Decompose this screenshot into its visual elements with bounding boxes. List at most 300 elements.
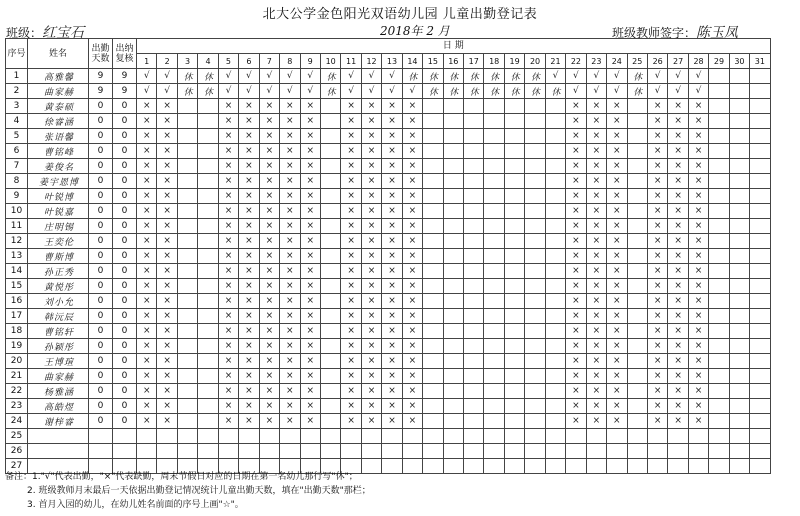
row-number: 6 [6, 144, 28, 159]
attendance-mark [443, 189, 463, 204]
attendance-mark: × [566, 354, 586, 369]
attendance-mark: × [647, 99, 667, 114]
attendance-mark: × [586, 354, 606, 369]
attendance-mark: × [566, 159, 586, 174]
attendance-mark: × [688, 309, 708, 324]
attendance-mark [198, 369, 218, 384]
attendance-mark [177, 249, 197, 264]
attendance-mark [545, 399, 565, 414]
attendance-mark [443, 279, 463, 294]
attendance-mark: × [280, 129, 300, 144]
attendance-mark [464, 234, 484, 249]
attendance-mark: × [647, 399, 667, 414]
attendance-mark [177, 189, 197, 204]
table-row [6, 324, 771, 339]
attendance-mark [750, 429, 770, 444]
attendance-mark: × [218, 294, 238, 309]
attendance-mark: × [239, 99, 259, 114]
attendance-mark [177, 384, 197, 399]
attendance-mark: × [300, 219, 320, 234]
row-number: 24 [6, 414, 28, 429]
attendance-mark: √ [382, 84, 402, 99]
attendance-mark: × [361, 144, 381, 159]
attendance-mark: × [259, 279, 279, 294]
attendance-mark: √ [218, 84, 238, 99]
attendance-mark [750, 414, 770, 429]
attendance-mark [647, 444, 667, 459]
attendance-mark: × [647, 204, 667, 219]
day-header: 11 [341, 54, 361, 69]
attendance-mark: × [137, 249, 157, 264]
attendance-mark: × [280, 204, 300, 219]
attendance-mark: × [157, 144, 177, 159]
attendance-mark [423, 99, 443, 114]
attendance-mark: × [280, 294, 300, 309]
row-number: 26 [6, 444, 28, 459]
attendance-mark [443, 309, 463, 324]
attendance-mark [361, 444, 381, 459]
attendance-mark: × [688, 144, 708, 159]
attendance-mark: × [137, 114, 157, 129]
attendance-mark: × [218, 129, 238, 144]
attendance-mark [464, 249, 484, 264]
child-name: 曲家赫 [28, 369, 89, 384]
attendance-mark: × [688, 114, 708, 129]
attendance-mark: × [361, 264, 381, 279]
attendance-mark: × [157, 159, 177, 174]
attendance-mark: × [668, 189, 688, 204]
attendance-mark [709, 159, 729, 174]
attendance-mark [402, 459, 422, 474]
review-cell: 0 [113, 309, 137, 324]
attendance-mark: × [566, 309, 586, 324]
attendance-mark: × [361, 249, 381, 264]
attendance-mark [443, 204, 463, 219]
table-row [6, 369, 771, 384]
attendance-mark [464, 189, 484, 204]
child-name: 杨雅涵 [28, 384, 89, 399]
attendance-mark: × [668, 144, 688, 159]
attendance-mark: × [341, 339, 361, 354]
attendance-mark [750, 99, 770, 114]
attendance-mark: × [586, 219, 606, 234]
row-number: 11 [6, 219, 28, 234]
attendance-mark: × [157, 309, 177, 324]
attendance-mark [484, 264, 504, 279]
attendance-mark: × [157, 354, 177, 369]
attendance-mark [545, 444, 565, 459]
attendance-mark [688, 444, 708, 459]
attendance-mark [709, 339, 729, 354]
attendance-mark [423, 129, 443, 144]
table-row [6, 129, 771, 144]
attendance-mark: √ [647, 84, 667, 99]
attendance-mark: × [259, 174, 279, 189]
attendance-mark [709, 399, 729, 414]
attendance-mark [464, 354, 484, 369]
attendance-mark: × [300, 414, 320, 429]
attendance-mark: × [382, 129, 402, 144]
attendance-mark: × [218, 99, 238, 114]
attendance-mark: × [668, 129, 688, 144]
attendance-mark: × [586, 339, 606, 354]
attendance-mark [484, 309, 504, 324]
row-number: 14 [6, 264, 28, 279]
attendance-mark: × [341, 144, 361, 159]
attendance-mark [566, 444, 586, 459]
attendance-mark: √ [280, 69, 300, 84]
attend-days-cell: 9 [89, 84, 113, 99]
attendance-mark: × [361, 219, 381, 234]
attendance-mark [525, 234, 545, 249]
attendance-mark: √ [137, 84, 157, 99]
attendance-mark [504, 339, 524, 354]
attendance-mark [504, 234, 524, 249]
attendance-mark [525, 279, 545, 294]
attendance-mark [484, 249, 504, 264]
day-header: 23 [586, 54, 606, 69]
attendance-mark: × [382, 204, 402, 219]
attendance-mark [177, 279, 197, 294]
attendance-mark: × [300, 159, 320, 174]
attendance-mark [750, 279, 770, 294]
attendance-mark: × [341, 99, 361, 114]
attendance-mark [627, 159, 647, 174]
attendance-mark [464, 369, 484, 384]
attendance-mark [320, 174, 340, 189]
attendance-mark: × [239, 159, 259, 174]
attendance-mark: × [239, 264, 259, 279]
attendance-mark: × [382, 99, 402, 114]
attendance-mark [729, 99, 749, 114]
child-name: 高皓煜 [28, 399, 89, 414]
attendance-mark [627, 459, 647, 474]
row-number: 20 [6, 354, 28, 369]
attendance-mark: × [239, 339, 259, 354]
attendance-mark [709, 189, 729, 204]
attendance-mark [525, 219, 545, 234]
attendance-mark [423, 264, 443, 279]
attendance-mark: √ [586, 84, 606, 99]
attendance-mark: √ [239, 69, 259, 84]
attend-days-cell: 0 [89, 309, 113, 324]
attendance-mark: × [239, 414, 259, 429]
attendance-mark: × [218, 324, 238, 339]
attendance-mark: × [382, 249, 402, 264]
attendance-mark [320, 204, 340, 219]
attendance-mark: × [607, 324, 627, 339]
attendance-mark: × [566, 114, 586, 129]
attendance-mark [443, 99, 463, 114]
attendance-mark [484, 189, 504, 204]
attendance-mark: × [157, 324, 177, 339]
row-number: 25 [6, 429, 28, 444]
attendance-mark [627, 189, 647, 204]
attendance-mark: × [300, 354, 320, 369]
attendance-mark: × [218, 189, 238, 204]
attendance-mark: × [259, 99, 279, 114]
attendance-mark: × [137, 294, 157, 309]
day-header: 18 [484, 54, 504, 69]
attendance-mark: × [382, 264, 402, 279]
attendance-mark [464, 279, 484, 294]
attend-days-cell: 0 [89, 354, 113, 369]
attendance-mark: × [218, 204, 238, 219]
attendance-mark: × [382, 384, 402, 399]
attendance-mark: × [688, 174, 708, 189]
attendance-mark [320, 339, 340, 354]
row-number: 15 [6, 279, 28, 294]
attendance-mark: × [239, 249, 259, 264]
attendance-mark [627, 339, 647, 354]
attendance-mark: × [280, 414, 300, 429]
attendance-mark: × [566, 249, 586, 264]
attendance-mark [484, 114, 504, 129]
table-row [6, 234, 771, 249]
attendance-mark [504, 129, 524, 144]
attendance-mark [750, 189, 770, 204]
attendance-mark: × [382, 309, 402, 324]
table-row [6, 294, 771, 309]
day-header: 10 [320, 54, 340, 69]
attendance-mark: × [157, 384, 177, 399]
attendance-mark: × [218, 399, 238, 414]
attendance-mark: × [341, 234, 361, 249]
attendance-mark [525, 159, 545, 174]
attendance-mark [464, 339, 484, 354]
attendance-mark [198, 264, 218, 279]
attendance-mark [177, 324, 197, 339]
attendance-mark: × [647, 159, 667, 174]
attendance-mark: × [586, 279, 606, 294]
attendance-mark: × [300, 324, 320, 339]
table-row [6, 204, 771, 219]
attendance-mark: 休 [525, 69, 545, 84]
attendance-mark: × [361, 414, 381, 429]
attendance-mark [647, 429, 667, 444]
attendance-mark: × [157, 369, 177, 384]
attendance-mark [729, 129, 749, 144]
attendance-mark: × [382, 294, 402, 309]
attendance-mark [545, 354, 565, 369]
attendance-mark [729, 249, 749, 264]
attendance-mark: × [668, 294, 688, 309]
attendance-mark [525, 309, 545, 324]
attendance-mark: × [668, 204, 688, 219]
attendance-mark [198, 114, 218, 129]
attendance-mark: × [688, 324, 708, 339]
attendance-mark: 休 [484, 69, 504, 84]
attendance-mark: √ [382, 69, 402, 84]
attend-days-cell: 0 [89, 129, 113, 144]
attendance-mark [423, 279, 443, 294]
review-cell: 0 [113, 369, 137, 384]
attendance-mark: 休 [627, 84, 647, 99]
attendance-mark: × [137, 309, 157, 324]
attendance-mark: × [280, 99, 300, 114]
attend-days-cell: 0 [89, 234, 113, 249]
day-header: 24 [607, 54, 627, 69]
attendance-mark [627, 384, 647, 399]
attendance-mark: √ [545, 69, 565, 84]
attendance-mark [443, 339, 463, 354]
attendance-mark: × [280, 279, 300, 294]
day-header: 20 [525, 54, 545, 69]
attendance-mark [504, 279, 524, 294]
attendance-mark: × [259, 144, 279, 159]
attendance-mark [484, 354, 504, 369]
attendance-mark: × [157, 399, 177, 414]
attendance-mark: × [566, 144, 586, 159]
attendance-mark [709, 429, 729, 444]
attendance-mark: × [688, 354, 708, 369]
day-header: 5 [218, 54, 238, 69]
attendance-mark: × [668, 384, 688, 399]
attendance-mark [729, 339, 749, 354]
attendance-mark: × [668, 324, 688, 339]
attendance-mark [198, 429, 218, 444]
attendance-mark: × [566, 414, 586, 429]
attendance-mark [750, 294, 770, 309]
attendance-mark: × [259, 369, 279, 384]
attendance-mark [423, 369, 443, 384]
attendance-mark: × [382, 159, 402, 174]
attendance-mark [750, 354, 770, 369]
attendance-mark [525, 369, 545, 384]
attendance-mark: × [341, 414, 361, 429]
attendance-mark [729, 429, 749, 444]
attendance-mark: √ [259, 69, 279, 84]
review-cell [113, 429, 137, 444]
attendance-mark [320, 249, 340, 264]
attendance-mark: × [607, 264, 627, 279]
table-row [6, 309, 771, 324]
row-number: 7 [6, 159, 28, 174]
attendance-mark: × [586, 159, 606, 174]
attendance-mark [504, 414, 524, 429]
child-name: 曲家赫 [28, 84, 89, 99]
attendance-mark [198, 324, 218, 339]
attendance-mark: × [566, 324, 586, 339]
table-row [6, 354, 771, 369]
attendance-mark: × [218, 174, 238, 189]
review-cell: 0 [113, 249, 137, 264]
attend-days-cell: 0 [89, 159, 113, 174]
attendance-mark [320, 189, 340, 204]
table-row [6, 189, 771, 204]
attendance-mark: × [647, 114, 667, 129]
table-row [6, 144, 771, 159]
attendance-mark: × [586, 309, 606, 324]
attendance-mark [545, 189, 565, 204]
class-value: 红宝石 [42, 25, 85, 41]
attendance-mark [239, 444, 259, 459]
attendance-mark: × [566, 279, 586, 294]
attendance-mark [484, 159, 504, 174]
attendance-mark [300, 429, 320, 444]
attendance-mark [320, 369, 340, 384]
attendance-mark [423, 174, 443, 189]
attendance-mark [545, 129, 565, 144]
attendance-mark [545, 99, 565, 114]
child-name: 刘小允 [28, 294, 89, 309]
attendance-mark: √ [137, 69, 157, 84]
attendance-mark [484, 324, 504, 339]
attendance-mark: × [239, 219, 259, 234]
attendance-mark: × [341, 159, 361, 174]
attendance-mark: × [300, 249, 320, 264]
attendance-mark [709, 444, 729, 459]
attendance-mark: × [607, 144, 627, 159]
attendance-mark: × [361, 354, 381, 369]
day-header: 26 [647, 54, 667, 69]
header-cashier-review: 出纳 复核 [113, 39, 137, 69]
attendance-mark: × [361, 129, 381, 144]
day-header: 14 [402, 54, 422, 69]
attendance-mark: × [668, 249, 688, 264]
attendance-mark [750, 309, 770, 324]
attendance-mark [443, 264, 463, 279]
attendance-mark [545, 429, 565, 444]
attendance-mark [504, 444, 524, 459]
attendance-mark [137, 444, 157, 459]
attendance-mark [464, 384, 484, 399]
attendance-mark [484, 414, 504, 429]
attendance-mark [177, 99, 197, 114]
attendance-mark: √ [607, 69, 627, 84]
attendance-mark: × [137, 129, 157, 144]
attendance-mark [464, 144, 484, 159]
attendance-mark: × [137, 279, 157, 294]
attendance-mark: × [566, 129, 586, 144]
attendance-mark: × [300, 309, 320, 324]
attendance-mark [545, 234, 565, 249]
attendance-mark [750, 369, 770, 384]
attendance-mark [709, 204, 729, 219]
attendance-mark: × [607, 234, 627, 249]
attendance-mark: × [586, 324, 606, 339]
attendance-mark [423, 159, 443, 174]
attendance-mark: × [566, 174, 586, 189]
attendance-mark: × [137, 234, 157, 249]
attendance-mark: × [157, 204, 177, 219]
attendance-mark [627, 99, 647, 114]
attendance-mark [320, 414, 340, 429]
attendance-mark: × [157, 234, 177, 249]
attendance-mark: × [402, 204, 422, 219]
attendance-mark: × [300, 399, 320, 414]
attendance-mark [750, 159, 770, 174]
attendance-mark: × [647, 369, 667, 384]
attendance-mark: × [382, 354, 402, 369]
attendance-mark: × [239, 399, 259, 414]
attendance-mark: × [259, 384, 279, 399]
attendance-mark [647, 459, 667, 474]
row-number: 5 [6, 129, 28, 144]
attendance-mark: × [300, 129, 320, 144]
attendance-mark [709, 369, 729, 384]
attendance-mark: × [382, 399, 402, 414]
attend-days-cell: 0 [89, 189, 113, 204]
attendance-mark: × [239, 144, 259, 159]
attendance-mark [464, 114, 484, 129]
attendance-mark [627, 129, 647, 144]
attendance-mark: × [586, 414, 606, 429]
attendance-mark [484, 369, 504, 384]
child-name: 孙颖彤 [28, 339, 89, 354]
attendance-mark [504, 204, 524, 219]
attendance-mark [504, 174, 524, 189]
